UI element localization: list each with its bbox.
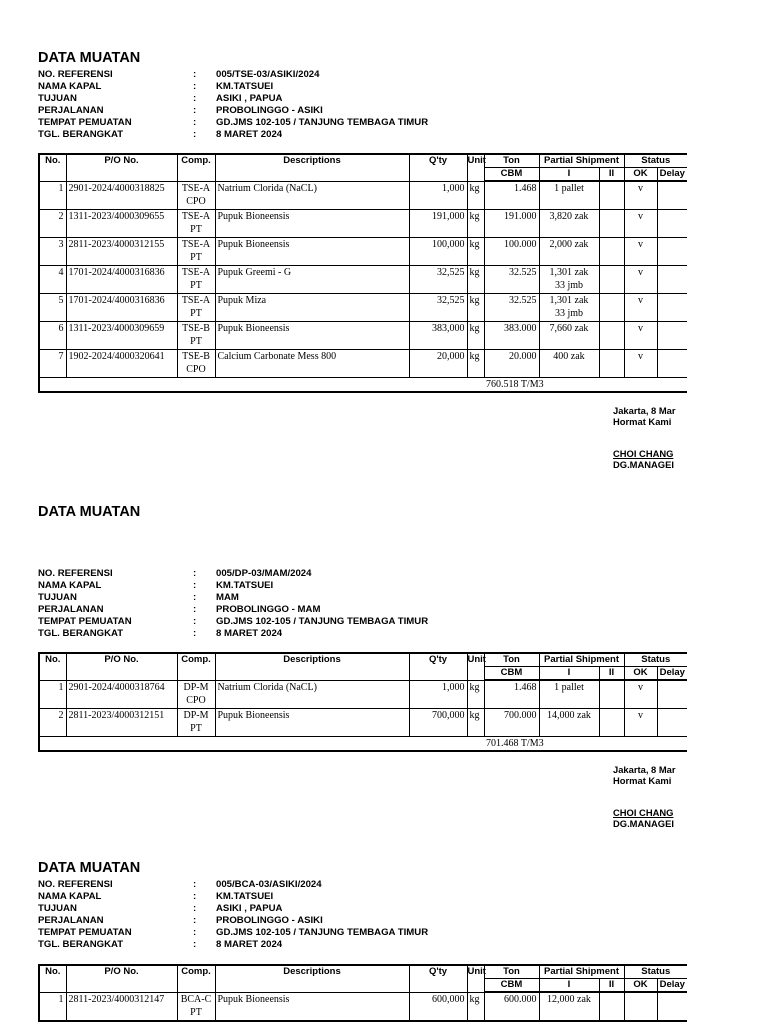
field-value: KM.TATSUEI: [216, 891, 274, 902]
row-number: 3: [39, 238, 66, 266]
partial-line-1: 1,301 zak: [549, 295, 589, 306]
field-value: 005/TSE-03/ASIKI/2024: [216, 69, 320, 80]
ton-cbm: 1.468: [484, 181, 539, 210]
quantity: 100,000: [409, 238, 467, 266]
quantity: 20,000: [409, 350, 467, 378]
company-line-2: PT: [190, 336, 202, 347]
row-number: 1: [39, 181, 66, 210]
field-value: ASIKI , PAPUA: [216, 93, 283, 104]
row-number: 1: [39, 680, 66, 709]
partial-line-1: 7,660 zak: [549, 323, 589, 334]
unit: kg: [467, 181, 484, 210]
total-spacer: [39, 378, 484, 393]
status-ok-check: v: [624, 322, 657, 350]
status-delay: [657, 238, 687, 266]
cargo-table: [38, 153, 687, 393]
field-colon: :: [193, 105, 197, 116]
po-number: 2811-2023/4000312151: [66, 709, 177, 737]
field-label: PERJALANAN: [38, 105, 104, 116]
company-line-2: PT: [190, 224, 202, 235]
ton-cbm: 383.000: [484, 322, 539, 350]
status-delay: [657, 322, 687, 350]
partial-line-1: 1,301 zak: [549, 267, 589, 278]
partial-line-1: 400 zak: [553, 351, 585, 362]
field-label: TEMPAT PEMUATAN: [38, 927, 132, 938]
data-muatan-section-3: [38, 860, 768, 1018]
info-row: [38, 129, 768, 141]
company-code: [177, 680, 215, 709]
field-colon: :: [193, 891, 197, 902]
po-number: 2901-2024/4000318764: [66, 680, 177, 709]
unit: kg: [467, 294, 484, 322]
signer-position: DG.MANAGEI: [613, 818, 674, 829]
partial-shipment-2: [599, 322, 624, 350]
quantity: 383,000: [409, 322, 467, 350]
company-line-1: TSE-A: [181, 239, 211, 250]
total-row: [39, 378, 687, 393]
status-delay: [657, 350, 687, 378]
table-row: [39, 322, 687, 350]
sign-place-date: Jakarta, 8 Mar: [613, 405, 676, 416]
company-line-2: CPO: [186, 694, 206, 706]
table-row: [39, 992, 687, 1021]
header-delay: Delay: [657, 168, 687, 182]
section-title: DATA MUATAN: [38, 504, 141, 520]
field-colon: :: [193, 903, 197, 914]
row-number: 2: [39, 709, 66, 737]
company-code: [177, 266, 215, 294]
reference-info: [38, 69, 768, 141]
partial-shipment-2: [599, 350, 624, 378]
company-line-1: TSE-B: [182, 323, 210, 334]
header-status: Status: [624, 965, 687, 979]
partial-shipment-2: [599, 210, 624, 238]
header-qty: Q'ty: [409, 154, 467, 181]
header-row: [39, 653, 687, 667]
header-desc: Descriptions: [215, 965, 409, 992]
info-row: [38, 568, 768, 580]
unit: kg: [467, 266, 484, 294]
row-number: 7: [39, 350, 66, 378]
partial-shipment-1: [539, 680, 599, 709]
field-colon: :: [193, 117, 197, 128]
field-value: GD.JMS 102-105 / TANJUNG TEMBAGA TIMUR: [216, 117, 429, 128]
info-row: [38, 592, 768, 604]
total-value-cell: 701.468 T/M3: [484, 737, 687, 752]
field-value: GD.JMS 102-105 / TANJUNG TEMBAGA TIMUR: [216, 616, 429, 627]
company-line-2: PT: [190, 280, 202, 291]
field-value: KM.TATSUEI: [216, 81, 274, 92]
description: Pupuk Bioneensis: [215, 992, 409, 1021]
header-comp: Comp.: [177, 965, 215, 992]
field-colon: :: [193, 628, 197, 639]
company-line-2: CPO: [186, 364, 206, 375]
ton-cbm: 1.468: [484, 680, 539, 709]
header-desc: Descriptions: [215, 154, 409, 181]
table-row: [39, 181, 687, 210]
status-delay: [657, 266, 687, 294]
field-colon: :: [193, 879, 197, 890]
status-ok-check: v: [624, 238, 657, 266]
info-row: [38, 616, 768, 628]
header-p2: II: [599, 168, 624, 182]
header-desc: Descriptions: [215, 653, 409, 680]
field-value: PROBOLINGGO - ASIKI: [216, 915, 323, 926]
header-p1: I: [539, 979, 599, 993]
table-row: [39, 350, 687, 378]
partial-shipment-1: [539, 266, 599, 294]
partial-line-1: 1 pallet: [554, 183, 584, 194]
unit: kg: [467, 238, 484, 266]
partial-shipment-2: [599, 680, 624, 709]
row-number: 1: [39, 992, 66, 1021]
header-p1: I: [539, 168, 599, 182]
company-line-1: TSE-A: [181, 211, 211, 222]
description: Calcium Carbonate Mess 800: [215, 350, 409, 378]
data-muatan-section-2: [38, 504, 768, 749]
table-row: [39, 294, 687, 322]
info-row: [38, 891, 768, 903]
description: Natrium Clorida (NaCL): [215, 680, 409, 709]
unit: kg: [467, 992, 484, 1021]
field-label: PERJALANAN: [38, 604, 104, 615]
header-po: P/O No.: [66, 965, 177, 992]
header-po: P/O No.: [66, 653, 177, 680]
signer-name: CHOI CHANG: [613, 807, 674, 818]
header-unit: Unit: [467, 653, 484, 680]
company-line-2: PT: [190, 252, 202, 263]
field-colon: :: [193, 129, 197, 140]
header-unit: Unit: [467, 965, 484, 992]
header-ok: OK: [624, 168, 657, 182]
partial-line-1: 2,000 zak: [549, 239, 589, 250]
field-value: PROBOLINGGO - MAM: [216, 604, 321, 615]
signature-space: [613, 786, 675, 807]
po-number: 2811-2023/4000312147: [66, 992, 177, 1021]
po-number: 1701-2024/4000316836: [66, 294, 177, 322]
partial-line-2: 33 jmb: [554, 308, 584, 319]
description: Natrium Clorida (NaCL): [215, 181, 409, 210]
field-label: TEMPAT PEMUATAN: [38, 117, 132, 128]
company-code: [177, 709, 215, 737]
company-code: [177, 294, 215, 322]
row-number: 4: [39, 266, 66, 294]
status-ok-check: v: [624, 266, 657, 294]
description: Pupuk Bioneensis: [215, 210, 409, 238]
table-row: [39, 238, 687, 266]
field-label: NAMA KAPAL: [38, 81, 102, 92]
field-value: 8 MARET 2024: [216, 628, 283, 639]
data-muatan-section-1: [38, 50, 768, 390]
field-label: PERJALANAN: [38, 915, 104, 926]
header-comp: Comp.: [177, 154, 215, 181]
quantity: 1,000: [409, 181, 467, 210]
row-number: 2: [39, 210, 66, 238]
field-label: TEMPAT PEMUATAN: [38, 616, 132, 627]
po-number: 1701-2024/4000316836: [66, 266, 177, 294]
table-row: [39, 210, 687, 238]
field-value: ASIKI , PAPUA: [216, 903, 283, 914]
info-row: [38, 81, 768, 93]
header-cbm: CBM: [484, 168, 539, 182]
partial-line-1: 1 pallet: [554, 682, 584, 693]
description: Pupuk Miza: [215, 294, 409, 322]
field-label: NO. REFERENSI: [38, 69, 113, 80]
field-label: NAMA KAPAL: [38, 580, 102, 591]
partial-shipment-2: [599, 294, 624, 322]
status-ok-check: v: [624, 210, 657, 238]
company-code: [177, 238, 215, 266]
cargo-table: [38, 652, 687, 752]
status-ok-check: v: [624, 294, 657, 322]
company-line-2: PT: [190, 723, 202, 734]
header-p1: I: [539, 667, 599, 681]
ton-cbm: 100.000: [484, 238, 539, 266]
po-number: 1311-2023/4000309655: [66, 210, 177, 238]
partial-shipment-1: [539, 350, 599, 378]
info-row: [38, 580, 768, 592]
partial-shipment-1: [539, 181, 599, 210]
quantity: 32,525: [409, 266, 467, 294]
reference-info: [38, 568, 768, 640]
field-colon: :: [193, 592, 197, 603]
field-value: KM.TATSUEI: [216, 580, 274, 591]
partial-line-1: 12,000 zak: [547, 994, 591, 1005]
total-row: [39, 737, 687, 752]
signature-space: [613, 427, 675, 448]
ton-cbm: 32.525: [484, 266, 539, 294]
header-qty: Q'ty: [409, 653, 467, 680]
header-status: Status: [624, 154, 687, 168]
field-colon: :: [193, 616, 197, 627]
quantity: 1,000: [409, 680, 467, 709]
partial-shipment-1: [539, 294, 599, 322]
info-row: [38, 69, 768, 81]
field-value: 005/DP-03/MAM/2024: [216, 568, 312, 579]
signer-name: CHOI CHANG: [613, 448, 674, 459]
info-row: [38, 105, 768, 117]
partial-line-1: 14,000 zak: [547, 710, 591, 721]
company-line-1: TSE-A: [181, 295, 211, 306]
company-code: [177, 181, 215, 210]
field-colon: :: [193, 939, 197, 950]
status-delay: [657, 181, 687, 210]
header-no: No.: [39, 653, 66, 680]
ton-cbm: 32.525: [484, 294, 539, 322]
info-row: [38, 117, 768, 129]
description: Pupuk Greemi - G: [215, 266, 409, 294]
field-colon: :: [193, 81, 197, 92]
signature-block-1: [613, 405, 675, 470]
status-ok-check: v: [624, 709, 657, 737]
partial-shipment-2: [599, 992, 624, 1021]
company-line-1: DP-M: [183, 710, 209, 721]
field-label: NAMA KAPAL: [38, 891, 102, 902]
table-row: [39, 680, 687, 709]
quantity: 191,000: [409, 210, 467, 238]
total-spacer: [39, 737, 484, 752]
header-ok: OK: [624, 979, 657, 993]
info-row: [38, 903, 768, 915]
status-ok-check: [624, 992, 657, 1021]
info-row: [38, 628, 768, 640]
reference-info: [38, 879, 768, 951]
company-line-2: PT: [190, 308, 202, 319]
partial-line-1: 3,820 zak: [549, 211, 589, 222]
signature-block-2: [613, 764, 675, 829]
description: Pupuk Bioneensis: [215, 238, 409, 266]
table-row: [39, 709, 687, 737]
field-label: TUJUAN: [38, 592, 77, 603]
quantity: 700,000: [409, 709, 467, 737]
field-colon: :: [193, 580, 197, 591]
field-label: TUJUAN: [38, 93, 77, 104]
ton-cbm: 20.000: [484, 350, 539, 378]
company-line-1: TSE-B: [182, 351, 210, 362]
company-line-1: DP-M: [183, 681, 209, 693]
header-qty: Q'ty: [409, 965, 467, 992]
header-p2: II: [599, 979, 624, 993]
po-number: 1902-2024/4000320641: [66, 350, 177, 378]
header-unit: Unit: [467, 154, 484, 181]
unit: kg: [467, 350, 484, 378]
header-cbm: CBM: [484, 667, 539, 681]
po-number: 2811-2023/4000312155: [66, 238, 177, 266]
unit: kg: [467, 210, 484, 238]
partial-line-2: 33 jmb: [554, 280, 584, 291]
header-ton: Ton: [484, 154, 539, 168]
status-ok-check: v: [624, 680, 657, 709]
header-partial: Partial Shipment: [539, 154, 624, 168]
header-cbm: CBM: [484, 979, 539, 993]
description: Pupuk Bioneensis: [215, 322, 409, 350]
ton-cbm: 191.000: [484, 210, 539, 238]
company-code: [177, 992, 215, 1021]
field-value: MAM: [216, 592, 239, 603]
header-partial: Partial Shipment: [539, 965, 624, 979]
company-line-2: PT: [190, 1006, 202, 1018]
status-delay: [657, 210, 687, 238]
field-colon: :: [193, 915, 197, 926]
partial-shipment-2: [599, 709, 624, 737]
total-value-cell: 760.518 T/M3: [484, 378, 687, 393]
company-code: [177, 350, 215, 378]
field-colon: :: [193, 604, 197, 615]
status-ok-check: v: [624, 350, 657, 378]
sign-place-date: Jakarta, 8 Mar: [613, 764, 676, 775]
header-row: [39, 154, 687, 168]
header-p2: II: [599, 667, 624, 681]
partial-shipment-1: [539, 210, 599, 238]
header-no: No.: [39, 965, 66, 992]
quantity: 600,000: [409, 992, 467, 1021]
section-title: DATA MUATAN: [38, 50, 141, 66]
po-number: 2901-2024/4000318825: [66, 181, 177, 210]
row-number: 6: [39, 322, 66, 350]
header-delay: Delay: [657, 979, 687, 993]
company-code: [177, 210, 215, 238]
quantity: 32,525: [409, 294, 467, 322]
info-row: [38, 939, 768, 951]
field-label: TGL. BERANGKAT: [38, 129, 124, 140]
header-row: [39, 965, 687, 979]
description: Pupuk Bioneensis: [215, 709, 409, 737]
field-value: PROBOLINGGO - ASIKI: [216, 105, 323, 116]
sign-greeting: Hormat Kami: [613, 416, 672, 427]
field-label: NO. REFERENSI: [38, 879, 113, 890]
header-ton: Ton: [484, 965, 539, 979]
field-colon: :: [193, 927, 197, 938]
field-colon: :: [193, 568, 197, 579]
company-line-1: BCA-C: [180, 993, 212, 1005]
status-delay: [657, 294, 687, 322]
field-label: TGL. BERANGKAT: [38, 628, 124, 639]
cargo-table: [38, 964, 687, 1022]
company-line-2: CPO: [186, 195, 206, 207]
field-value: GD.JMS 102-105 / TANJUNG TEMBAGA TIMUR: [216, 927, 429, 938]
header-ok: OK: [624, 667, 657, 681]
status-ok-check: v: [624, 181, 657, 210]
header-partial: Partial Shipment: [539, 653, 624, 667]
status-delay: [657, 992, 687, 1021]
field-label: NO. REFERENSI: [38, 568, 113, 579]
partial-shipment-1: [539, 992, 599, 1021]
status-delay: [657, 709, 687, 737]
status-delay: [657, 680, 687, 709]
field-label: TUJUAN: [38, 903, 77, 914]
partial-shipment-1: [539, 322, 599, 350]
field-value: 8 MARET 2024: [216, 129, 283, 140]
info-row: [38, 604, 768, 616]
partial-shipment-1: [539, 238, 599, 266]
ton-cbm: 600.000: [484, 992, 539, 1021]
partial-shipment-1: [539, 709, 599, 737]
header-comp: Comp.: [177, 653, 215, 680]
partial-shipment-2: [599, 181, 624, 210]
header-po: P/O No.: [66, 154, 177, 181]
header-delay: Delay: [657, 667, 687, 681]
field-value: 8 MARET 2024: [216, 939, 283, 950]
section-title: DATA MUATAN: [38, 860, 141, 876]
sign-greeting: Hormat Kami: [613, 775, 672, 786]
unit: kg: [467, 322, 484, 350]
header-status: Status: [624, 653, 687, 667]
unit: kg: [467, 709, 484, 737]
row-number: 5: [39, 294, 66, 322]
po-number: 1311-2023/4000309659: [66, 322, 177, 350]
table-row: [39, 266, 687, 294]
company-line-1: TSE-A: [181, 182, 211, 194]
company-line-1: TSE-A: [181, 267, 211, 278]
ton-cbm: 700.000: [484, 709, 539, 737]
info-row: [38, 879, 768, 891]
unit: kg: [467, 680, 484, 709]
info-row: [38, 927, 768, 939]
partial-shipment-2: [599, 238, 624, 266]
info-row: [38, 93, 768, 105]
field-colon: :: [193, 93, 197, 104]
company-code: [177, 322, 215, 350]
header-no: No.: [39, 154, 66, 181]
info-row: [38, 915, 768, 927]
field-value: 005/BCA-03/ASIKI/2024: [216, 879, 322, 890]
partial-shipment-2: [599, 266, 624, 294]
header-ton: Ton: [484, 653, 539, 667]
field-colon: :: [193, 69, 197, 80]
field-label: TGL. BERANGKAT: [38, 939, 124, 950]
signer-position: DG.MANAGEI: [613, 459, 674, 470]
